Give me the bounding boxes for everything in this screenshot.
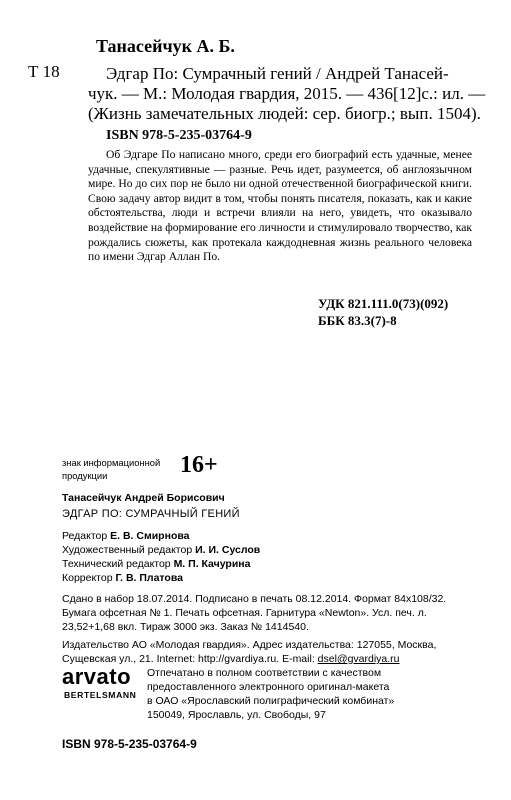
age-mark-label-line-2: продукции xyxy=(62,470,108,481)
printer-line-4: 150049, Ярославль, ул. Свободы, 97 xyxy=(147,709,326,721)
print-info-line-3: 23,52+1,68 вкл. Тираж 3000 экз. Заказ № 1414540. xyxy=(62,621,309,633)
printer-line-2: предоставленного электронного оригинал-макета xyxy=(147,681,390,693)
age-mark-label-line-1: знак информационной xyxy=(62,457,161,468)
age-mark-label xyxy=(62,456,160,482)
credit-proofreader xyxy=(62,572,183,584)
credit-role: Редактор xyxy=(62,530,111,542)
publisher-email-link[interactable]: dsel@gvardiya.ru xyxy=(317,653,400,665)
credit-name: И. И. Суслов xyxy=(195,544,261,556)
publisher-line-1: Издательство АО «Молодая гвардия». Адрес издательства: 127055, Москва, xyxy=(62,639,437,651)
print-info-line-1: Сдано в набор 18.07.2014. Подписано в печать 08.12.2014. Формат 84х108/32. xyxy=(62,593,447,605)
credit-name: М. П. Качурина xyxy=(173,558,251,570)
bertelsmann-logo: BERTELSMANN xyxy=(64,690,137,700)
imprint-author: Танасейчук Андрей Борисович xyxy=(62,492,225,504)
bib-description-line-3: (Жизнь замечательных людей: сер. биогр.; вып. 1504). xyxy=(88,104,481,123)
credit-name: Г. В. Платова xyxy=(115,572,184,584)
arvato-logo: arvato xyxy=(62,664,132,689)
credit-role: Художественный редактор xyxy=(62,544,196,556)
age-rating: 16+ xyxy=(180,452,218,478)
credit-tech-editor xyxy=(62,558,251,570)
isbn-top: ISBN 978-5-235-03764-9 xyxy=(106,128,252,143)
classification-code: Т 18 xyxy=(28,62,60,81)
bib-description-line-2: чук. — М.: Молодая гвардия, 2015. — 436[12]с.: ил. — xyxy=(88,84,486,103)
print-info-line-2: Бумага офсетная № 1. Печать офсетная. Гарнитура «Newton». Усл. печ. л. xyxy=(62,607,427,619)
printer-line-3: в ОАО «Ярославский полиграфический комбинат» xyxy=(147,695,395,707)
publisher-address: Сущевская ул., 21. Internet: http://gvardiya.ru. E-mail: xyxy=(62,653,318,665)
credit-name: Е. В. Смирнова xyxy=(110,530,190,542)
imprint-title: ЭДГАР ПО: СУМРАЧНЫЙ ГЕНИЙ xyxy=(62,508,240,520)
author-heading: Танасейчук А. Б. xyxy=(96,36,235,56)
bib-description-line-1: Эдгар По: Сумрачный гений / Андрей Танасей- xyxy=(106,64,449,83)
bbk-code: ББК 83.3(7)-8 xyxy=(318,313,397,328)
credit-editor xyxy=(62,530,190,542)
annotation-paragraph: Об Эдгаре По написано много, среди его биографий есть удачные, менее удачные, спекулятивные — разные. Речь идет, разумеется, об англоязычном мире. Но до сих пор не было ни одной отечественной биографической книги. Свою задачу автор видит в том, чтобы понять писателя, показать, как и какие обстоятельства, люди и встречи влияли на него, увидеть, что оказывало воздействие на формирование его личности и стимулировало творчество, как рождались сюжеты, как протекала каждодневная жизнь реального человека по имени Эдгар Аллан По. xyxy=(88,148,472,264)
credit-role: Корректор xyxy=(62,572,116,584)
udk-code: УДК 821.111.0(73)(092) xyxy=(318,296,449,311)
credit-role: Технический редактор xyxy=(62,558,174,570)
printer-line-1: Отпечатано в полном соответствии с качеством xyxy=(147,667,382,679)
isbn-bottom: ISBN 978-5-235-03764-9 xyxy=(62,737,197,751)
credit-art-editor xyxy=(62,544,260,556)
